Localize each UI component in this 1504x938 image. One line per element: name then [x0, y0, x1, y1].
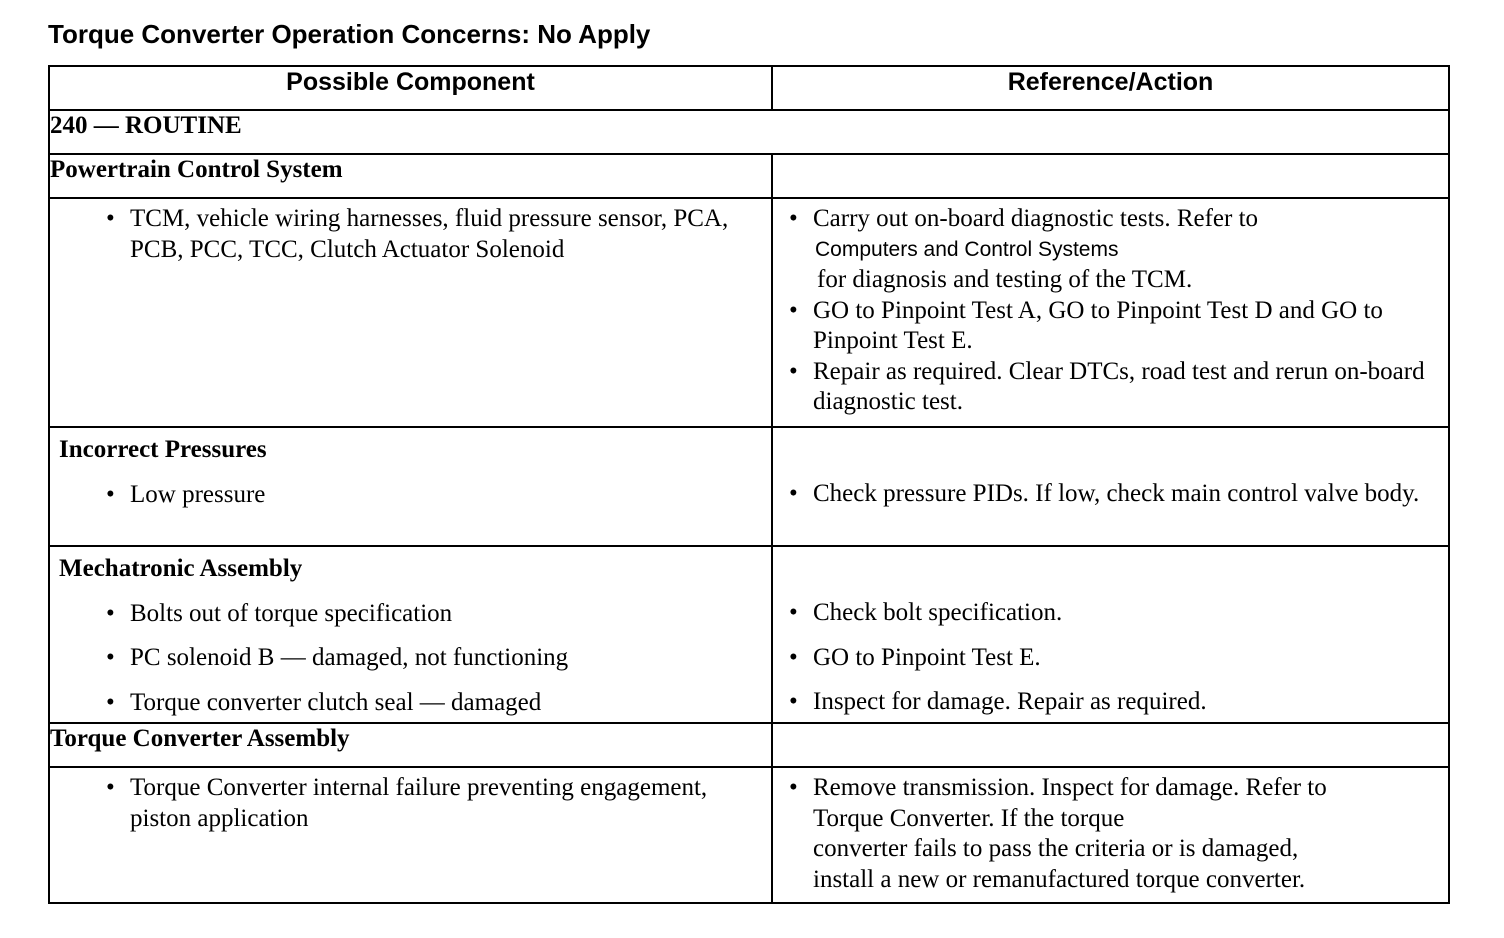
- empty-cell: [772, 154, 1449, 198]
- list-item: • GO to Pinpoint Test E.: [813, 643, 1438, 674]
- column-header-possible-component: Possible Component: [49, 66, 772, 110]
- bullet-icon: •: [789, 205, 798, 232]
- component-cell: [49, 198, 772, 427]
- action-cell: [772, 546, 1449, 723]
- bullet-icon: •: [789, 296, 798, 324]
- list-item: • GO to Pinpoint Test A, GO to Pinpoint Test D and GO to Pinpoint Test E.: [789, 296, 1383, 354]
- section-row-torque-converter: [49, 723, 1449, 767]
- column-header-reference-action: Reference/Action: [772, 66, 1449, 110]
- component-cell: [49, 427, 772, 546]
- list-item: • PC solenoid B — damaged, not functioning: [130, 643, 761, 674]
- bullet-icon: •: [106, 688, 115, 716]
- section-row-mechatronic: [49, 546, 1449, 723]
- table-header-row: [49, 66, 1449, 110]
- bullet-icon: •: [789, 599, 798, 626]
- reference-link[interactable]: Computers and Control Systems: [815, 237, 1119, 261]
- component-list: [50, 466, 771, 511]
- action-cell: [772, 767, 1449, 903]
- list-item: • Check bolt specification.: [813, 598, 1438, 629]
- routine-row: [49, 110, 1449, 154]
- bullet-icon: •: [789, 480, 798, 507]
- list-item: • Carry out on-board diagnostic tests. Refer to Computers and Control Systems for diagnosis and testing of the TCM.: [813, 204, 1438, 296]
- table-row: [49, 198, 1449, 427]
- section-title-powertrain: Powertrain Control System: [49, 154, 772, 198]
- list-item: • Check pressure PIDs. If low, check main control valve body.: [813, 479, 1438, 510]
- bullet-icon: •: [106, 774, 115, 801]
- action-cell: [772, 198, 1449, 427]
- list-item: • Repair as required. Clear DTCs, road test and rerun on-board diagnostic test.: [789, 357, 1425, 415]
- component-list: [50, 199, 771, 265]
- action-list: [773, 428, 1448, 510]
- list-item: • Inspect for damage. Repair as required.: [813, 687, 1438, 718]
- component-cell: [49, 546, 772, 723]
- action-list: [773, 547, 1448, 718]
- section-row-powertrain: [49, 154, 1449, 198]
- section-title-mechatronic: Mechatronic Assembly: [59, 555, 303, 582]
- list-item: • Torque Converter internal failure preventing engagement, piston application: [106, 774, 708, 832]
- bullet-icon: •: [789, 357, 798, 385]
- bullet-icon: •: [106, 205, 115, 232]
- empty-cell: [772, 723, 1449, 767]
- component-list: [50, 585, 771, 719]
- list-item: • Bolts out of torque specification: [130, 599, 761, 630]
- component-list: [50, 768, 771, 834]
- section-title-torque-converter: Torque Converter Assembly: [49, 723, 772, 767]
- list-item: • TCM, vehicle wiring harnesses, fluid pressure sensor, PCA, PCB, PCC, TCC, Clutch Actuator Solenoid: [106, 205, 729, 263]
- bullet-icon: •: [789, 688, 798, 715]
- bullet-icon: •: [106, 599, 115, 627]
- routine-label: 240 — ROUTINE: [49, 110, 1449, 154]
- bullet-icon: •: [789, 643, 798, 671]
- section-row-pressures: [49, 427, 1449, 546]
- bullet-icon: •: [106, 480, 115, 508]
- action-list: [773, 768, 1448, 895]
- table-row: [49, 767, 1449, 903]
- bullet-icon: •: [789, 774, 798, 801]
- component-cell: [49, 767, 772, 903]
- page-title: Torque Converter Operation Concerns: No Apply: [48, 19, 651, 49]
- list-item: • Remove transmission. Inspect for damage. Refer to Torque Converter. If the torque converter fails to pass the criteria or is damaged, install a new or remanufactured torque converter.: [813, 773, 1438, 895]
- action-cell: [772, 427, 1449, 546]
- list-item: • Torque converter clutch seal — damaged: [130, 688, 761, 719]
- concerns-table: [48, 65, 1450, 904]
- reference-link[interactable]: Torque Converter. If the torque: [813, 804, 1125, 832]
- section-title-pressures: Incorrect Pressures: [59, 436, 267, 463]
- bullet-icon: •: [106, 644, 115, 671]
- list-item: • Low pressure: [130, 480, 761, 511]
- action-list: [773, 199, 1448, 418]
